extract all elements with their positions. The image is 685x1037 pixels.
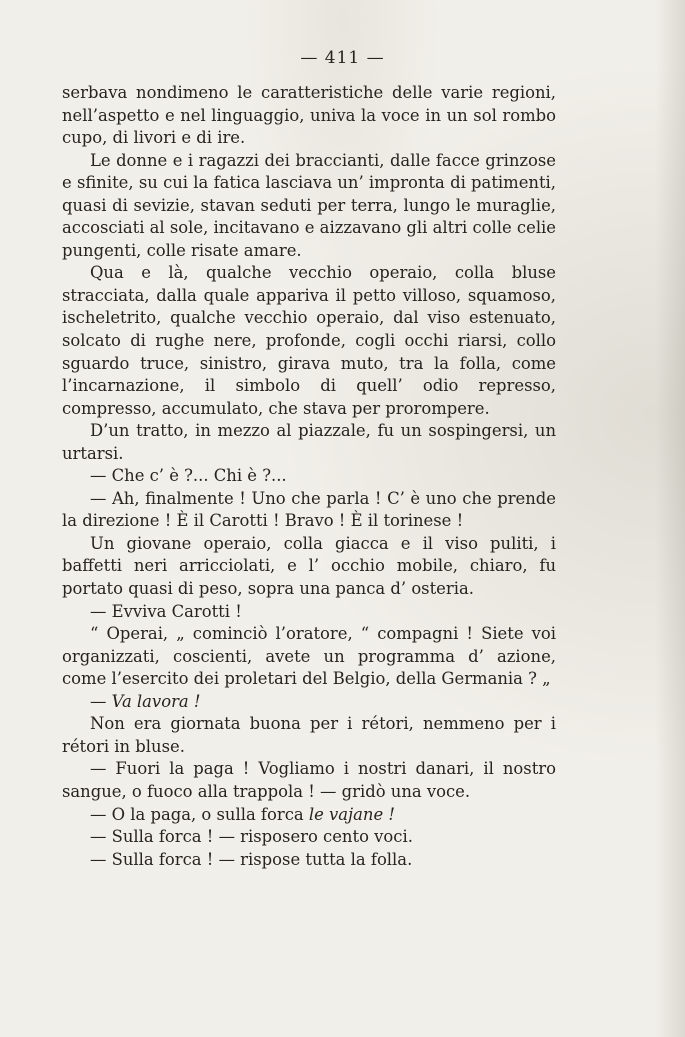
paragraph-6: — Ah, finalmente ! Uno che parla ! C’ è uno che prende la direzione ! È il Carotti ! Bravo ! È il torinese !	[62, 488, 556, 531]
paragraph-3: Qua e là, qualche vecchio operaio, colla bluse stracciata, dalla quale appariva il petto villoso, squamoso, ischeletrito, qualche vecchio operaio, dal viso estenuato, solcato di rughe nere, profonde, cogli occhi riarsi, collo sguardo truce, sinistro, girava muto, tra la folla, come l’incarnazione, il simbolo di quell’ odio represso, compresso, accumulato, che stava per prorompere.	[62, 263, 556, 418]
page-number: — 411 —	[300, 48, 385, 68]
paragraph-14: — Sulla forca ! — risposero cento voci.	[90, 827, 413, 847]
line-prefix: — O la paga, o sulla forca	[90, 804, 309, 824]
paragraph-12: — Fuori la paga ! Vogliamo i nostri danari, il nostro sangue, o fuoco alla trappola ! — gridò una voce.	[62, 759, 556, 801]
paragraph-9: “ Operai, „ cominciò l’oratore, “ compagni ! Siete voi organizzati, coscienti, avete un programma d’ azione, come l’esercito dei proletari del Belgio, della Germania ? „	[62, 624, 556, 689]
paragraph-1: serbava nondimeno le caratteristiche delle varie regioni, nell’aspetto e nel linguaggio, univa la voce in un sol rombo cupo, di livori e di ire.	[62, 83, 556, 148]
italic-exclamation: Va lavora !	[111, 691, 201, 711]
paragraph-15: — Sulla forca ! — rispose tutta la folla.	[90, 849, 413, 869]
paragraph-8: — Evviva Carotti !	[90, 601, 242, 621]
body-text	[62, 82, 556, 871]
page-edge-shadow	[655, 0, 685, 1037]
paragraph-2: Le donne e i ragazzi dei braccianti, dalle facce grinzose e sfinite, su cui la fatica lasciava un’ impronta di patimenti, quasi di sevizie, stavan seduti per terra, lungo le muraglie, accosciati al sole, incitavano e aizzavano gli altri colle celie pungenti, colle risate amare.	[62, 150, 556, 260]
paragraph-4: D’un tratto, in mezzo al piazzale, fu un sospingersi, un urtarsi.	[62, 421, 556, 463]
paragraph-10	[62, 691, 556, 714]
paragraph-7: Un giovane operaio, colla giacca e il viso puliti, i baffetti neri arricciolati, e l’ occhio mobile, chiaro, fu portato quasi di peso, sopra una panca d’ osteria.	[62, 533, 556, 599]
paragraph-11: Non era giornata buona per i rétori, nemmeno per i rétori in bluse.	[62, 714, 556, 756]
paragraph-13	[62, 804, 556, 827]
paragraph-5: — Che c’ è ?... Chi è ?...	[90, 466, 287, 486]
italic-ending: le vajane !	[308, 804, 395, 824]
dash: —	[90, 691, 112, 711]
